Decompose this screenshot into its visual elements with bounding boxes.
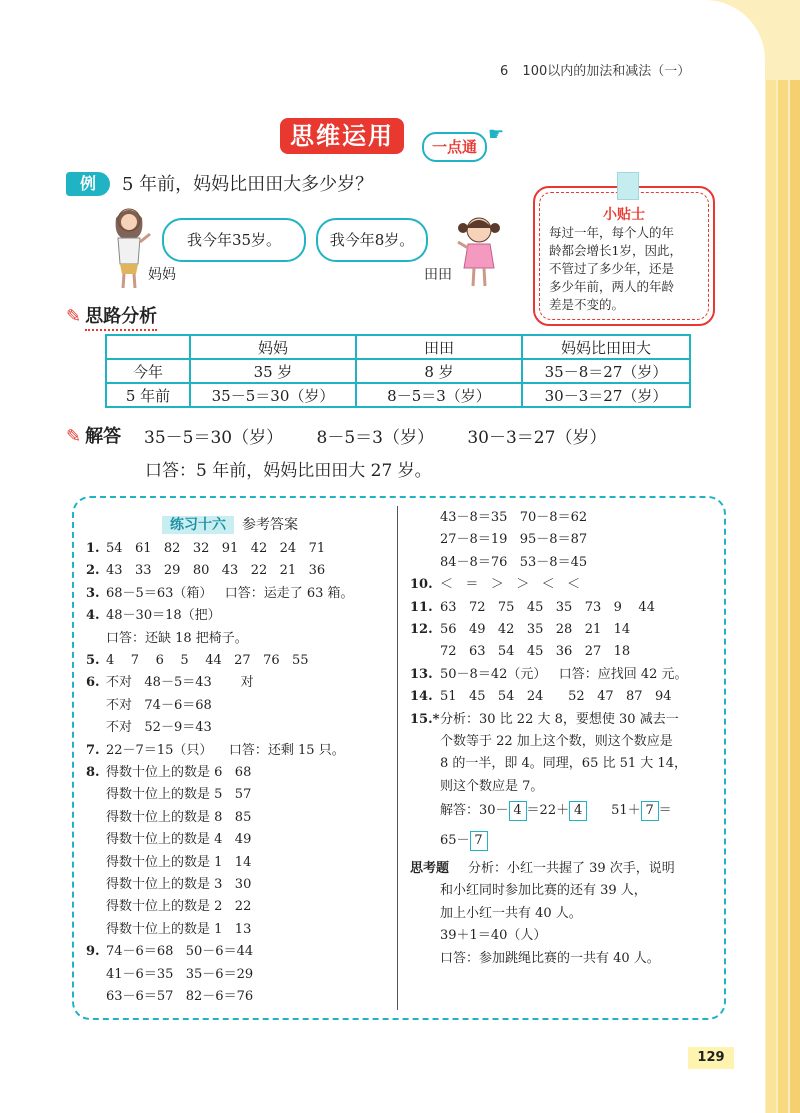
answer-text: 则这个数应是 7。 bbox=[440, 778, 544, 794]
page-edge bbox=[778, 80, 788, 1113]
example-badge: 例 bbox=[66, 172, 110, 196]
analysis-table bbox=[105, 334, 691, 408]
table-row bbox=[106, 335, 690, 359]
table-cell: 35 岁 bbox=[190, 359, 356, 383]
answer-text: 27－8＝19 95－8＝87 bbox=[440, 532, 588, 548]
answer-text: 4 7 6 5 44 27 76 55 bbox=[106, 653, 309, 668]
girl-figure-icon bbox=[454, 212, 504, 290]
question-number: 5. bbox=[86, 653, 100, 668]
answer-line bbox=[86, 628, 248, 650]
answer-line bbox=[410, 529, 587, 551]
answer-line bbox=[410, 753, 687, 775]
answer-text: 63 72 75 45 35 73 9 44 bbox=[440, 599, 655, 615]
answer-text: 分析：30 比 22 大 8，要想使 30 减去一 bbox=[440, 711, 679, 727]
thinking-label: 思考题 bbox=[410, 861, 450, 876]
answer-line bbox=[86, 583, 354, 605]
table-row bbox=[106, 359, 690, 383]
table-cell: 8－5＝3（岁） bbox=[356, 383, 522, 407]
pointing-hand-icon: ☛ bbox=[488, 124, 505, 145]
answer-line bbox=[410, 709, 679, 731]
answer-line bbox=[86, 740, 345, 762]
answer-text: 43－8＝35 70－8＝62 bbox=[440, 510, 588, 525]
answer-text: 不对 74－6＝68 bbox=[106, 697, 212, 713]
answer-line bbox=[86, 829, 251, 851]
page-edge bbox=[790, 80, 800, 1113]
answer-line bbox=[86, 605, 221, 627]
page-edge bbox=[766, 80, 776, 1113]
table-cell: 妈妈 bbox=[190, 335, 356, 359]
practice-badge: 练习十六 bbox=[162, 516, 234, 534]
thinking-line: 39＋1＝40（人） bbox=[440, 928, 547, 944]
thinking-line: 和小红同时参加比赛的还有 39 人， bbox=[440, 883, 647, 899]
running-header bbox=[500, 60, 690, 79]
answer-text: 得数十位上的数是 5 57 bbox=[106, 787, 252, 803]
answer-line bbox=[410, 507, 587, 529]
tips-line: 多少年前，两人的年龄 bbox=[549, 279, 675, 294]
answer-line bbox=[86, 650, 309, 672]
answer-text: 得数十位上的数是 1 14 bbox=[106, 854, 252, 870]
answer-line bbox=[86, 807, 251, 829]
question-number: 4. bbox=[86, 608, 100, 624]
answer-text: 41－6＝35 35－6＝29 bbox=[106, 966, 254, 982]
question-number: 9. bbox=[86, 944, 100, 960]
question-number: 3. bbox=[86, 585, 100, 601]
question-number: 7. bbox=[86, 742, 100, 758]
thinking-line: 口答：参加跳绳比赛的一共有 40 人。 bbox=[440, 950, 660, 966]
answer-text: 个数等于 22 加上这个数，则这个数应是 bbox=[440, 734, 673, 749]
table-cell: 35－8＝27（岁） bbox=[522, 359, 690, 383]
answer-text: 84－8＝76 53－8＝45 bbox=[440, 554, 588, 570]
answer-line bbox=[86, 717, 212, 739]
answer-line bbox=[410, 731, 673, 753]
answer-line bbox=[86, 986, 253, 1008]
question-number: 1. bbox=[86, 541, 100, 556]
question-number: 2. bbox=[86, 563, 100, 579]
answer-text: 得数十位上的数是 2 22 bbox=[106, 899, 252, 915]
answer-line bbox=[86, 941, 253, 963]
question-number: 11. bbox=[410, 599, 433, 615]
answer-text: 51 45 54 24 52 47 87 94 bbox=[440, 689, 672, 705]
tips-title: 小贴士 bbox=[603, 207, 645, 223]
question-number: 13. bbox=[410, 666, 433, 682]
answer-line bbox=[86, 919, 251, 941]
question-number: 8. bbox=[86, 765, 100, 780]
tips-line: 龄都会增长1岁，因此， bbox=[549, 243, 682, 258]
answer-line bbox=[86, 672, 254, 694]
answer-line bbox=[86, 874, 251, 896]
table-row bbox=[106, 383, 690, 407]
answer-text: 74－6＝68 50－6＝44 bbox=[106, 944, 254, 960]
answer-equation: 30－3＝27（岁） bbox=[467, 428, 607, 448]
table-cell bbox=[106, 335, 190, 359]
answer-line bbox=[410, 574, 580, 596]
thinking-line: 加上小红一共有 40 人。 bbox=[440, 905, 582, 921]
answer-line bbox=[86, 762, 251, 784]
answer-line bbox=[86, 964, 253, 986]
answer-equations bbox=[144, 423, 634, 448]
answer-reply: 口答：5 年前，妈妈比田田大 27 岁。 bbox=[145, 461, 432, 481]
label-mom: 妈妈 bbox=[148, 267, 176, 283]
answer-text: ＜ ＝ ＞ ＞ ＜ ＜ bbox=[440, 577, 580, 593]
table-cell: 8 岁 bbox=[356, 359, 522, 383]
question-number: 12. bbox=[410, 622, 433, 637]
speech-bubble-tiantian: 我今年8岁。 bbox=[316, 218, 428, 262]
pencil-icon: ✎ bbox=[66, 426, 82, 447]
answer-text: 54 61 82 32 91 42 24 71 bbox=[106, 541, 326, 556]
answer-text: 68－5＝63（箱） 口答：运走了 63 箱。 bbox=[106, 585, 354, 601]
tips-body bbox=[549, 224, 703, 314]
answer-line bbox=[410, 776, 543, 798]
answer-line bbox=[410, 664, 688, 686]
answer-line bbox=[410, 686, 672, 708]
answer-line bbox=[410, 641, 630, 663]
answer-text: 63－6＝57 82－6＝76 bbox=[106, 989, 254, 1004]
question-number: 10. bbox=[410, 577, 433, 593]
analysis-heading: ✎ 思路分析 bbox=[66, 302, 157, 328]
tips-line: 每过一年，每个人的年 bbox=[549, 225, 675, 240]
question-number: 15.* bbox=[410, 711, 440, 727]
question-number: 14. bbox=[410, 689, 433, 705]
q15-answer-line1: 解答：30－ 4 ＝22＋ 4 51＋ 7 ＝ bbox=[410, 800, 672, 822]
table-cell: 今年 bbox=[106, 359, 190, 383]
answer-box: 7 bbox=[470, 831, 488, 851]
answer-line bbox=[86, 896, 251, 918]
table-cell: 5 年前 bbox=[106, 383, 190, 407]
pencil-icon: ✎ bbox=[66, 306, 82, 327]
table-cell: 30－3＝27（岁） bbox=[522, 383, 690, 407]
answer-text: 口答：还缺 18 把椅子。 bbox=[106, 630, 248, 646]
table-cell: 妈妈比田田大 bbox=[522, 335, 690, 359]
answer-line bbox=[86, 538, 325, 560]
answer-text: 不对 52－9＝43 bbox=[106, 720, 212, 736]
chapter-title: 100以内的加法和减法（一） bbox=[522, 64, 691, 79]
answer-box: 7 bbox=[641, 801, 659, 821]
answer-line bbox=[86, 560, 325, 582]
chapter-number: 6 bbox=[500, 64, 509, 79]
page-number: 129 bbox=[688, 1047, 734, 1069]
answer-line bbox=[86, 852, 251, 874]
label-tiantian: 田田 bbox=[424, 267, 452, 283]
banner-sub: 一点通 bbox=[422, 132, 487, 162]
section-banner bbox=[280, 116, 520, 160]
tips-line: 不管过了多少年，还是 bbox=[549, 261, 675, 276]
answer-box: 4 bbox=[509, 801, 527, 821]
tips-box bbox=[533, 186, 715, 326]
example-question: 5 年前，妈妈比田田大多少岁？ bbox=[122, 174, 374, 195]
answer-text: 22－7＝15（只） 口答：还剩 15 只。 bbox=[106, 742, 345, 758]
answer-line bbox=[410, 619, 630, 641]
thinking-line: 分析：小红一共握了 39 次手，说明 bbox=[468, 861, 675, 876]
table-cell: 35－5＝30（岁） bbox=[190, 383, 356, 407]
answer-line bbox=[410, 597, 655, 619]
table-cell: 田田 bbox=[356, 335, 522, 359]
answer-text: 不对 48－5＝43 对 bbox=[106, 675, 254, 691]
answer-text: 得数十位上的数是 1 13 bbox=[106, 921, 252, 937]
answer-text: 得数十位上的数是 4 49 bbox=[106, 832, 252, 848]
answer-text: 得数十位上的数是 6 68 bbox=[106, 765, 252, 780]
answer-text: 43 33 29 80 43 22 21 36 bbox=[106, 563, 326, 579]
answer-line bbox=[86, 695, 212, 717]
answer-line bbox=[86, 784, 251, 806]
clip-icon bbox=[617, 172, 639, 200]
column-divider bbox=[397, 506, 398, 1010]
answer-heading: ✎ 解答 bbox=[66, 426, 122, 447]
answer-line bbox=[410, 552, 587, 574]
banner-main: 思维运用 bbox=[280, 118, 404, 154]
question-number: 6. bbox=[86, 675, 100, 691]
answer-equation: 35－5＝30（岁） bbox=[144, 428, 284, 448]
answer-text: 得数十位上的数是 3 30 bbox=[106, 877, 252, 892]
q15-answer-line2: 65－ 7 bbox=[440, 830, 488, 852]
answer-text: 56 49 42 35 28 21 14 bbox=[440, 622, 631, 637]
answer-equation: 8－5＝3（岁） bbox=[316, 428, 434, 448]
answer-text: 得数十位上的数是 8 85 bbox=[106, 809, 252, 825]
practice-title: 练习十六 参考答案 bbox=[162, 514, 298, 534]
answer-text: 72 63 54 45 36 27 18 bbox=[440, 644, 631, 660]
tips-line: 差是不变的。 bbox=[549, 297, 625, 312]
answer-text: 48－30＝18（把） bbox=[106, 608, 221, 624]
mom-figure-icon bbox=[106, 204, 152, 290]
answer-text: 50－8＝42（元） 口答：应找回 42 元。 bbox=[440, 666, 688, 682]
answer-text: 8 的一半，即 4。同理，65 比 51 大 14， bbox=[440, 756, 687, 772]
answer-box: 4 bbox=[569, 801, 587, 821]
speech-bubble-mom: 我今年35岁。 bbox=[162, 218, 306, 262]
